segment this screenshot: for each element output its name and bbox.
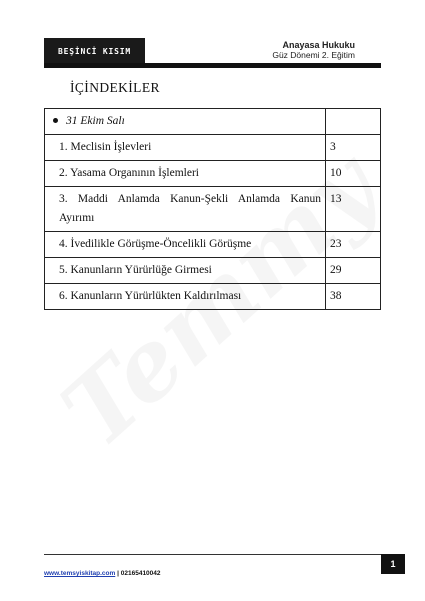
course-term: Güz Dönemi 2. Eğitim bbox=[272, 50, 355, 60]
toc-title: İÇİNDEKİLER bbox=[70, 80, 160, 95]
course-title: Anayasa Hukuku bbox=[282, 40, 355, 50]
header-rule bbox=[44, 63, 381, 68]
phone-number: 02165410042 bbox=[120, 570, 161, 577]
toc-page-number: 38 bbox=[326, 284, 381, 310]
toc-table bbox=[44, 108, 381, 310]
toc-row[interactable] bbox=[45, 258, 381, 284]
toc-row[interactable] bbox=[45, 284, 381, 310]
toc-topic-line: Ayırımı bbox=[59, 212, 95, 224]
toc-page-number: 29 bbox=[326, 258, 381, 284]
toc-topic: 4. İvedilikle Görüşme-Öncelikli Görüşme bbox=[45, 232, 326, 258]
toc-topic: 5. Kanunların Yürürlüğe Girmesi bbox=[45, 258, 326, 284]
toc-topic: 6. Kanunların Yürürlükten Kaldırılması bbox=[45, 284, 326, 310]
toc-page-number: 3 bbox=[326, 135, 381, 161]
toc-topic bbox=[45, 187, 326, 232]
page-number: 1 bbox=[381, 554, 405, 574]
toc-section-row bbox=[45, 109, 381, 135]
footer-separator: | bbox=[117, 570, 119, 577]
toc-section-page bbox=[326, 109, 381, 135]
toc-topic: 2. Yasama Organının İşlemleri bbox=[45, 161, 326, 187]
toc-topic: 1. Meclisin İşlevleri bbox=[45, 135, 326, 161]
toc-topic-line: 3. Maddi Anlamda Kanun-Şekli Anlamda Kanun bbox=[59, 193, 321, 205]
toc-row[interactable] bbox=[45, 135, 381, 161]
footer-rule bbox=[44, 554, 381, 555]
toc-page-number: 10 bbox=[326, 161, 381, 187]
section-label: BEŞİNCİ KISIM bbox=[44, 38, 145, 64]
toc-section-label: 31 Ekim Salı bbox=[66, 115, 125, 127]
toc-row[interactable] bbox=[45, 232, 381, 258]
header-course-info bbox=[272, 40, 355, 61]
footer-contact bbox=[44, 570, 161, 577]
toc-page-number: 23 bbox=[326, 232, 381, 258]
toc-row[interactable] bbox=[45, 187, 381, 232]
toc-row[interactable] bbox=[45, 161, 381, 187]
toc-section-cell bbox=[45, 109, 326, 135]
bullet-icon bbox=[53, 118, 58, 123]
website-link[interactable]: www.temsyiskitap.com bbox=[44, 570, 116, 577]
toc-page-number: 13 bbox=[326, 187, 381, 232]
